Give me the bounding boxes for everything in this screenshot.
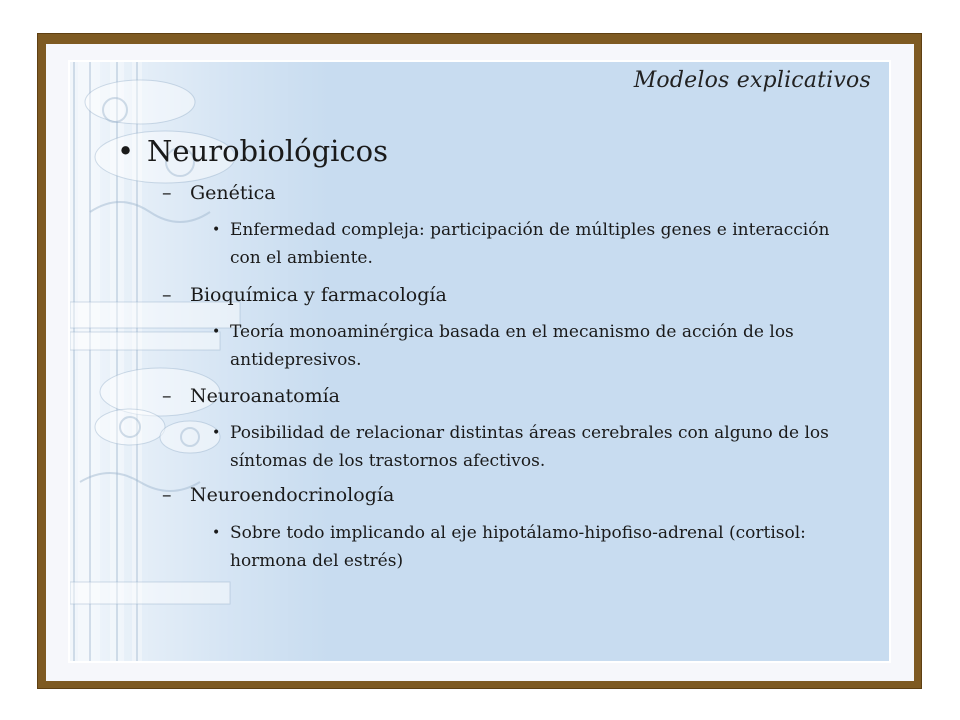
slide-content [70, 62, 889, 661]
subsection-label: Genética [190, 182, 276, 204]
bullet-icon: • [117, 134, 135, 168]
bullet-icon: • [212, 222, 221, 238]
detail-item [212, 419, 852, 475]
dash-icon: – [162, 182, 172, 204]
detail-item [212, 216, 852, 272]
detail-text: Posibilidad de relacionar distintas áreas cerebrales con alguno de los síntomas de los trastornos afectivos. [230, 423, 829, 471]
bullet-icon: • [212, 525, 221, 541]
dash-icon: – [162, 484, 172, 506]
detail-text: Enfermedad compleja: participación de múltiples genes e interacción con el ambiente. [230, 220, 830, 268]
detail-item [212, 318, 852, 374]
detail-item [212, 519, 852, 575]
dash-icon: – [162, 385, 172, 407]
detail-text: Teoría monoaminérgica basada en el mecanismo de acción de los antidepresivos. [230, 322, 794, 370]
subsection-label: Bioquímica y farmacología [190, 284, 447, 306]
subsection-label: Neuroendocrinología [190, 484, 395, 506]
slide-panel [70, 62, 889, 661]
dash-icon: – [162, 284, 172, 306]
bullet-icon: • [212, 324, 221, 340]
slide-title: Modelos explicativos [633, 68, 871, 93]
section-heading: Neurobiológicos [147, 134, 388, 168]
subsection-label: Neuroanatomía [190, 385, 341, 407]
detail-text: Sobre todo implicando al eje hipotálamo-hipofiso-adrenal (cortisol: hormona del estrés) [230, 523, 806, 571]
bullet-icon: • [212, 425, 221, 441]
